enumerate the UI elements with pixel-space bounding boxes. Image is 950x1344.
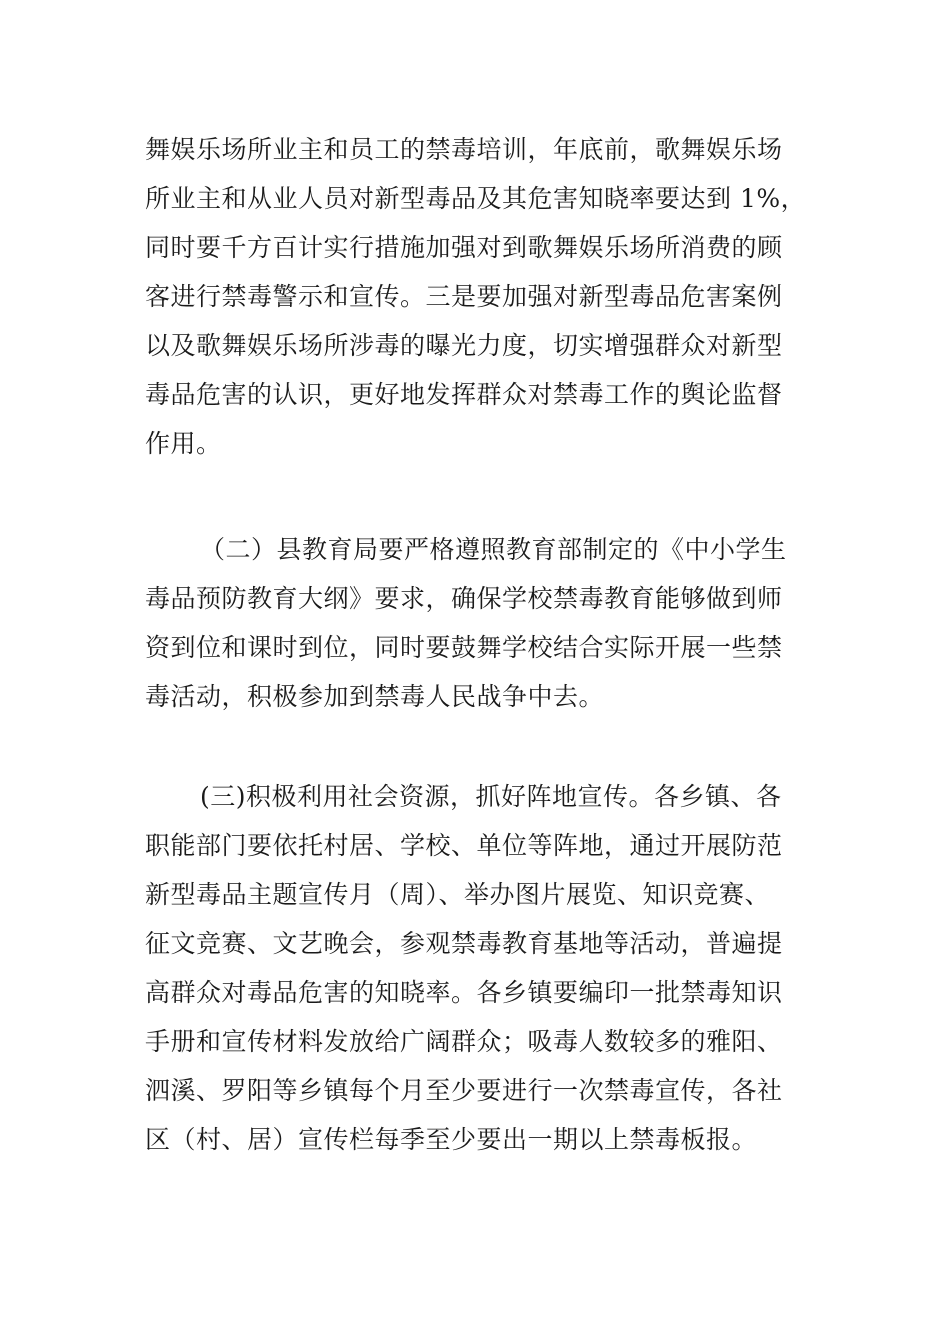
paragraph-line: 高群众对毒品危害的知晓率。各乡镇要编印一批禁毒知识 [145,978,783,1007]
paragraph-line: 毒品预防教育大纲》要求，确保学校禁毒教育能够做到师 [145,584,783,613]
paragraph-line: 职能部门要依托村居、学校、单位等阵地，通过开展防范 [145,831,783,860]
paragraph-line: 毒活动，积极参加到禁毒人民战争中去。 [145,682,605,711]
paragraph-line: 客进行禁毒警示和宣传。三是要加强对新型毒品危害案例 [145,282,783,311]
paragraph-line: 以及歌舞娱乐场所涉毒的曝光力度，切实增强群众对新型 [145,331,783,360]
paragraph-line: 所业主和从业人员对新型毒品及其危害知晓率要达到 1%， [145,184,807,213]
paragraph-3 [145,772,807,1164]
paragraph-line: （二）县教育局要严格遵照教育部制定的《中小学生 [200,535,787,564]
paragraph-line: 作用。 [145,429,222,458]
paragraph-1 [145,125,807,468]
paragraph-line: 舞娱乐场所业主和员工的禁毒培训，年底前，歌舞娱乐场 [145,135,783,164]
paragraph-line: 泗溪、罗阳等乡镇每个月至少要进行一次禁毒宣传，各社 [145,1076,783,1105]
paragraph-line: 手册和宣传材料发放给广阔群众；吸毒人数较多的雅阳、 [145,1027,783,1056]
paragraph-line: 资到位和课时到位，同时要鼓舞学校结合实际开展一些禁 [145,633,783,662]
paragraph-2 [145,525,807,721]
paragraph-line: 毒品危害的认识，更好地发挥群众对禁毒工作的舆论监督 [145,380,783,409]
paragraph-line: 征文竞赛、文艺晚会，参观禁毒教育基地等活动，普遍提 [145,929,783,958]
paragraph-line: (三)积极利用社会资源，抓好阵地宣传。各乡镇、各 [200,782,782,811]
paragraph-line: 同时要千方百计实行措施加强对到歌舞娱乐场所消费的顾 [145,233,783,262]
paragraph-line: 区（村、居）宣传栏每季至少要出一期以上禁毒板报。 [145,1125,758,1154]
paragraph-line: 新型毒品主题宣传月（周）、举办图片展览、知识竞赛、 [145,880,771,909]
